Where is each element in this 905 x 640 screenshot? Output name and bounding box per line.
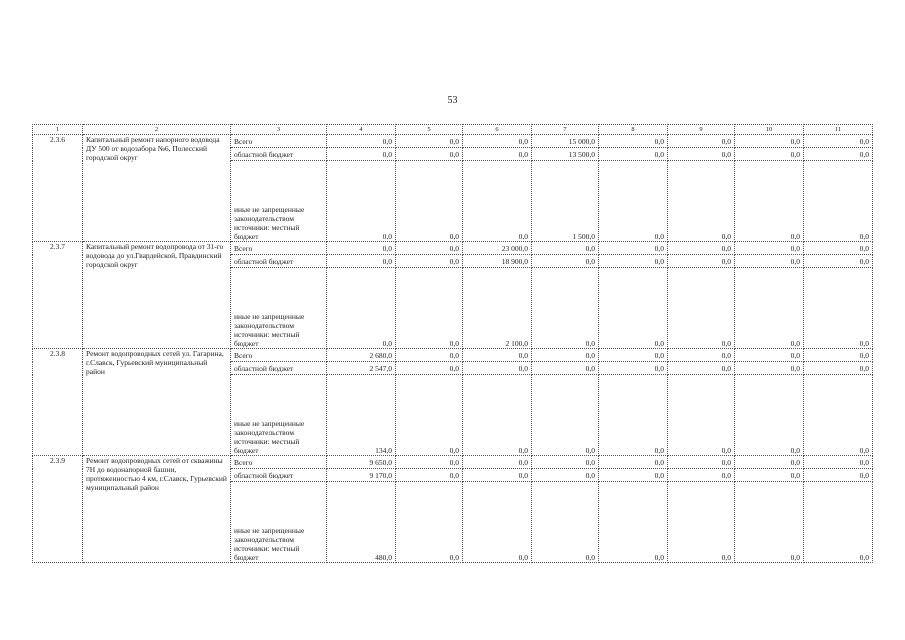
value-cell: 0,0 xyxy=(396,456,463,469)
value-cell: 0,0 xyxy=(599,456,668,469)
column-number: 11 xyxy=(804,125,873,135)
value-cell: 0,0 xyxy=(396,362,463,375)
value-cell: 0,0 xyxy=(735,161,804,242)
value-cell: 0,0 xyxy=(735,148,804,161)
value-cell: 0,0 xyxy=(532,375,599,456)
value-cell: 0,0 xyxy=(532,469,599,482)
value-cell: 0,0 xyxy=(804,135,873,148)
table-row xyxy=(33,349,873,362)
value-cell: 0,0 xyxy=(463,349,532,362)
value-cell: 0,0 xyxy=(532,268,599,349)
value-cell: 0,0 xyxy=(804,242,873,255)
source-label: иные не запрещенные законодательством источники: местный бюджет xyxy=(231,375,327,456)
column-number-row xyxy=(33,125,873,135)
value-cell: 134,0 xyxy=(327,375,396,456)
value-cell: 2 100,0 xyxy=(463,268,532,349)
value-cell: 0,0 xyxy=(804,456,873,469)
value-cell: 0,0 xyxy=(804,268,873,349)
source-label: Всего xyxy=(231,135,327,148)
source-label: Всего xyxy=(231,456,327,469)
value-cell: 0,0 xyxy=(396,375,463,456)
value-cell: 0,0 xyxy=(599,135,668,148)
value-cell: 0,0 xyxy=(668,456,735,469)
value-cell: 0,0 xyxy=(532,255,599,268)
value-cell: 0,0 xyxy=(804,255,873,268)
value-cell: 0,0 xyxy=(804,375,873,456)
value-cell: 0,0 xyxy=(804,148,873,161)
value-cell: 0,0 xyxy=(735,456,804,469)
value-cell: 23 000,0 xyxy=(463,242,532,255)
value-cell: 0,0 xyxy=(396,255,463,268)
value-cell: 0,0 xyxy=(668,349,735,362)
value-cell: 0,0 xyxy=(396,482,463,563)
value-cell: 0,0 xyxy=(735,268,804,349)
value-cell: 0,0 xyxy=(532,456,599,469)
value-cell: 9 650,0 xyxy=(327,456,396,469)
value-cell: 0,0 xyxy=(599,482,668,563)
column-number: 8 xyxy=(599,125,668,135)
value-cell: 0,0 xyxy=(735,242,804,255)
value-cell: 1 500,0 xyxy=(532,161,599,242)
value-cell: 0,0 xyxy=(396,349,463,362)
column-number: 7 xyxy=(532,125,599,135)
value-cell: 0,0 xyxy=(599,349,668,362)
value-cell: 0,0 xyxy=(668,469,735,482)
value-cell: 0,0 xyxy=(804,161,873,242)
source-label: Всего xyxy=(231,349,327,362)
column-number: 10 xyxy=(735,125,804,135)
item-code: 2.3.6 xyxy=(33,135,83,242)
source-label: областной бюджет xyxy=(231,362,327,375)
value-cell: 0,0 xyxy=(463,469,532,482)
source-label: областной бюджет xyxy=(231,469,327,482)
item-name: Капитальный ремонт водопровода от 31-го водовода до ул.Гвардейской, Правдинский городской округ xyxy=(83,242,231,349)
value-cell: 0,0 xyxy=(735,255,804,268)
value-cell: 0,0 xyxy=(599,375,668,456)
value-cell: 0,0 xyxy=(396,148,463,161)
value-cell: 480,0 xyxy=(327,482,396,563)
value-cell: 0,0 xyxy=(327,161,396,242)
value-cell: 2 547,0 xyxy=(327,362,396,375)
column-number: 6 xyxy=(463,125,532,135)
value-cell: 0,0 xyxy=(668,268,735,349)
value-cell: 0,0 xyxy=(668,375,735,456)
source-label: Всего xyxy=(231,242,327,255)
value-cell: 0,0 xyxy=(463,456,532,469)
value-cell: 0,0 xyxy=(532,242,599,255)
budget-table xyxy=(32,124,873,563)
value-cell: 13 500,0 xyxy=(532,148,599,161)
value-cell: 0,0 xyxy=(735,349,804,362)
source-label: иные не запрещенные законодательством источники: местный бюджет xyxy=(231,482,327,563)
item-name: Ремонт водопроводных сетей от скважины 7Н до водонапорной башни, протяженностью 4 км, г.Славск, Гурьевский муниципальный район xyxy=(83,456,231,563)
source-label: областной бюджет xyxy=(231,148,327,161)
value-cell: 0,0 xyxy=(532,362,599,375)
item-code: 2.3.8 xyxy=(33,349,83,456)
value-cell: 0,0 xyxy=(327,242,396,255)
value-cell: 0,0 xyxy=(599,242,668,255)
table-row xyxy=(33,242,873,255)
value-cell: 0,0 xyxy=(463,135,532,148)
value-cell: 0,0 xyxy=(599,148,668,161)
value-cell: 0,0 xyxy=(463,482,532,563)
column-number: 1 xyxy=(33,125,83,135)
value-cell: 0,0 xyxy=(735,135,804,148)
value-cell: 0,0 xyxy=(599,268,668,349)
column-number: 5 xyxy=(396,125,463,135)
value-cell: 0,0 xyxy=(327,255,396,268)
page-number: 53 xyxy=(447,95,458,106)
value-cell: 0,0 xyxy=(396,242,463,255)
value-cell: 0,0 xyxy=(804,362,873,375)
value-cell: 0,0 xyxy=(668,362,735,375)
source-label: иные не запрещенные законодательством источники: местный бюджет xyxy=(231,268,327,349)
value-cell: 0,0 xyxy=(463,362,532,375)
value-cell: 0,0 xyxy=(804,349,873,362)
item-code: 2.3.7 xyxy=(33,242,83,349)
table-row xyxy=(33,135,873,148)
value-cell: 0,0 xyxy=(735,362,804,375)
value-cell: 0,0 xyxy=(463,161,532,242)
value-cell: 15 000,0 xyxy=(532,135,599,148)
value-cell: 0,0 xyxy=(599,362,668,375)
value-cell: 0,0 xyxy=(327,148,396,161)
item-code: 2.3.9 xyxy=(33,456,83,563)
value-cell: 0,0 xyxy=(668,482,735,563)
value-cell: 0,0 xyxy=(804,482,873,563)
value-cell: 0,0 xyxy=(668,242,735,255)
value-cell: 0,0 xyxy=(668,135,735,148)
table-row xyxy=(33,456,873,469)
value-cell: 0,0 xyxy=(735,469,804,482)
value-cell: 0,0 xyxy=(463,375,532,456)
value-cell: 0,0 xyxy=(668,148,735,161)
value-cell: 0,0 xyxy=(599,255,668,268)
value-cell: 0,0 xyxy=(668,255,735,268)
value-cell: 9 170,0 xyxy=(327,469,396,482)
value-cell: 0,0 xyxy=(327,135,396,148)
value-cell: 0,0 xyxy=(532,349,599,362)
value-cell: 0,0 xyxy=(396,469,463,482)
value-cell: 18 900,0 xyxy=(463,255,532,268)
value-cell: 0,0 xyxy=(599,161,668,242)
item-name: Ремонт водопроводных сетей ул. Гагарина, г.Славск, Гурьевский муниципальный район xyxy=(83,349,231,456)
item-name: Капитальный ремонт напорного водовода ДУ 500 от водозабора №6, Полесский городской округ xyxy=(83,135,231,242)
source-label: областной бюджет xyxy=(231,255,327,268)
value-cell: 0,0 xyxy=(735,375,804,456)
value-cell: 0,0 xyxy=(396,161,463,242)
value-cell: 0,0 xyxy=(327,268,396,349)
column-number: 9 xyxy=(668,125,735,135)
source-label: иные не запрещенные законодательством источники: местный бюджет xyxy=(231,161,327,242)
value-cell: 0,0 xyxy=(532,482,599,563)
value-cell: 0,0 xyxy=(463,148,532,161)
column-number: 4 xyxy=(327,125,396,135)
column-number: 2 xyxy=(83,125,231,135)
value-cell: 0,0 xyxy=(396,268,463,349)
value-cell: 2 680,0 xyxy=(327,349,396,362)
value-cell: 0,0 xyxy=(735,482,804,563)
column-number: 3 xyxy=(231,125,327,135)
value-cell: 0,0 xyxy=(804,469,873,482)
value-cell: 0,0 xyxy=(668,161,735,242)
value-cell: 0,0 xyxy=(396,135,463,148)
value-cell: 0,0 xyxy=(599,469,668,482)
